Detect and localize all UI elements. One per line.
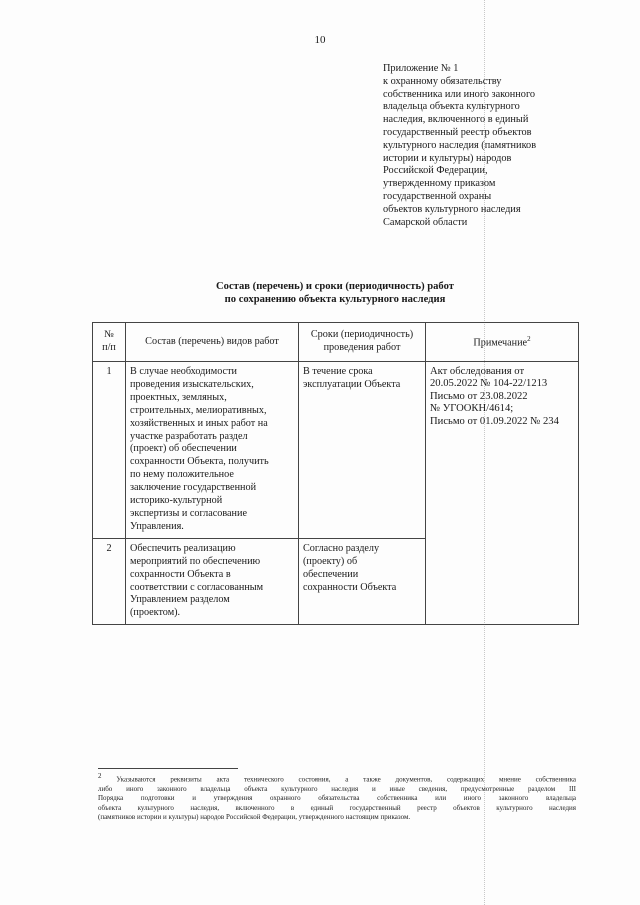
footnote (98, 772, 576, 822)
works-line: (проект) об обеспечении (130, 443, 237, 455)
works-line: сохранности Объекта в (130, 568, 231, 580)
terms-line: (проекту) об (303, 555, 358, 567)
works-line: участке разработать раздел (130, 430, 248, 442)
header-num-line: № (104, 329, 114, 341)
table-row (93, 362, 579, 539)
annex-line: Приложение № 1 (383, 63, 459, 74)
works-line: Обеспечить реализацию (130, 542, 236, 554)
header-works-label: Состав (перечень) видов работ (145, 335, 279, 347)
works-line: хозяйственных и иных работ на (130, 417, 268, 429)
annex-line: истории и культуры) народов (383, 152, 512, 164)
title-line-1: Состав (перечень) и сроки (периодичность) работ (216, 281, 454, 292)
annex-line: государственной охраны (383, 190, 492, 202)
works-line: строительных, мелиоративных, (130, 404, 267, 416)
row-works-cell (126, 538, 299, 624)
note-cell (426, 362, 579, 625)
page-number: 10 (314, 34, 326, 46)
row-terms-cell (299, 362, 426, 539)
note-line: Акт обследования от (430, 366, 525, 377)
table-header-row (93, 323, 579, 362)
annex-heading-block (383, 63, 583, 229)
header-note (426, 323, 579, 362)
footnote-line: Порядка подготовки и утверждения охранного обязательства собственника или иного законного владельца (98, 794, 576, 803)
works-line: сохранности Объекта, получить (130, 456, 269, 468)
works-line: историко-культурной (130, 495, 223, 507)
row-terms-cell (299, 538, 426, 624)
footnote-line: либо иного законного владельца объекта культурного наследия и иные сведения, предусмотренные разделом III (98, 784, 576, 793)
header-num (93, 323, 126, 362)
footnote-text: Указываются реквизиты акта технического состояния, а также документов, содержащих мнение собственника (116, 775, 577, 784)
note-line: 20.05.2022 № 104-22/1213 (430, 378, 548, 390)
document-title (90, 280, 580, 306)
header-num-line: п/п (102, 342, 116, 353)
works-line: (проектом). (130, 607, 181, 619)
terms-line: сохранности Объекта (303, 581, 397, 593)
header-works (126, 323, 299, 362)
footnote-mark: 2 (98, 772, 102, 780)
works-line: Управления. (130, 520, 184, 532)
row-number: 2 (93, 538, 126, 624)
annex-line: к охранному обязательству (383, 75, 502, 87)
terms-line: В течение срока (303, 366, 373, 377)
title-line-2: по сохранению объекта культурного наследия (224, 294, 446, 305)
footnote-line: (памятников истории и культуры) народов Российской Федерации, утвержденного настоящим приказом. (98, 812, 411, 821)
annex-line: владельца объекта культурного (383, 101, 520, 113)
works-table (92, 322, 579, 625)
works-line: экспертизы и согласование (130, 507, 247, 519)
note-line: № УГООКН/4614; (430, 403, 514, 415)
works-line: проектных, земляных, (130, 391, 227, 403)
row-works-cell (126, 362, 299, 539)
note-line: Письмо от 01.09.2022 № 234 (430, 415, 559, 427)
terms-line: Согласно разделу (303, 542, 380, 554)
footnote-reference: 2 (527, 335, 531, 344)
footnote-separator (98, 768, 238, 769)
annex-line: Самарской области (383, 216, 468, 228)
works-line: Управлением разделом (130, 594, 230, 606)
header-terms (299, 323, 426, 362)
header-terms-line: проведения работ (323, 342, 401, 353)
works-line: проведения изыскательских, (130, 378, 254, 390)
footnote-line: объекта культурного наследия, включенного в единый государственный реестр объектов культурного наследия (98, 803, 576, 812)
works-line: В случае необходимости (130, 366, 237, 377)
annex-line: собственника или иного законного (383, 88, 536, 100)
works-line: соответствии с согласованным (130, 581, 264, 593)
header-terms-line: Сроки (периодичность) (310, 329, 414, 341)
row-number: 1 (93, 362, 126, 539)
footnote-line (98, 772, 576, 785)
terms-line: обеспечении (303, 568, 359, 580)
annex-line: государственный реестр объектов (383, 126, 532, 138)
annex-line: объектов культурного наследия (383, 203, 521, 215)
works-line: по нему положительное (130, 469, 234, 481)
annex-line: Российской Федерации, (383, 165, 488, 177)
terms-line: эксплуатации Объекта (303, 378, 401, 390)
annex-line: наследия, включенного в единый (383, 114, 529, 126)
annex-line: культурного наследия (памятников (383, 139, 537, 151)
header-note-label: Примечание (473, 337, 528, 349)
works-line: мероприятий по обеспечению (130, 555, 261, 567)
annex-line: утвержденному приказом (383, 178, 496, 190)
note-line: Письмо от 23.08.2022 (430, 390, 528, 402)
works-line: заключение государственной (130, 482, 257, 494)
